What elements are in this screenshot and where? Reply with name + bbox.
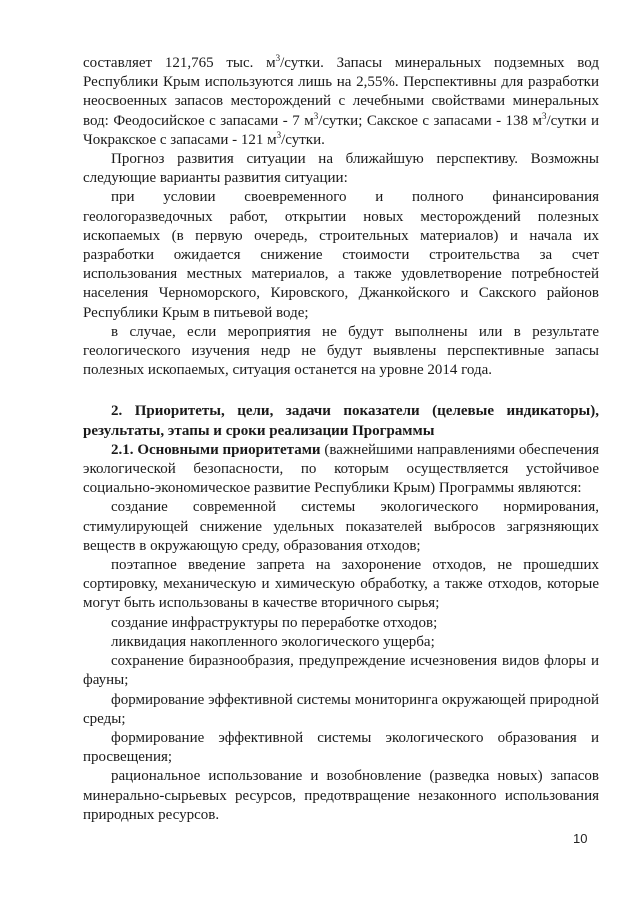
scenario-paragraph-1: при условии своевременного и полного финансирования геологоразведочных работ, открытии новых месторождений полезных ископаемых (в первую очередь, строительных материалов) и начала их разработки ожидается снижение стоимости строительства за счет использования местных материалов, а также удовлетворение потребностей населения Черноморского, Кировского, Джанкойского и Сакского районов Республики Крым в питьевой воде; — [83, 189, 599, 321]
intro-text-5: /сутки. — [281, 131, 325, 148]
intro-text-4: /сутки и Чокракское с запасами - 121 м — [83, 112, 600, 148]
list-item: формирование эффективной системы экологического образования и просвещения; — [83, 729, 599, 766]
intro-text-1: составляет 121,765 тыс. м — [83, 55, 276, 71]
list-item: сохранение биразнообразия, предупреждение исчезновения видов флоры и фауны; — [83, 653, 599, 689]
superscript-3: 3 — [542, 110, 547, 121]
list-item: создание инфраструктуры по переработке отходов; — [111, 614, 438, 631]
list-item: создание современной системы экологического нормирования, стимулирующей снижение удельных показателей выбросов загрязняющих веществ в окружающую среду, образования отходов; — [83, 499, 599, 554]
section-heading: 2. Приоритеты, цели, задачи показатели (целевые индикаторы), результаты, этапы и сроки реализации Программы — [83, 403, 599, 439]
priorities-label: Основными приоритетами — [137, 441, 321, 458]
priorities-paragraph — [83, 441, 599, 499]
page-number: 10 — [573, 831, 588, 846]
document-page — [83, 54, 599, 825]
list-item: поэтапное введение запрета на захоронение отходов, не прошедших сортировку, механическую и химическую обработку, а также отходов, которые могут быть использованы в качестве вторичного сырья; — [83, 557, 599, 612]
intro-paragraph — [83, 54, 599, 150]
list-item: рациональное использование и возобновление (разведка новых) запасов минерально-сырьевых ресурсов, предотвращение незаконного использования природных ресурсов. — [83, 768, 599, 823]
priorities-text: (важнейшими направлениями обеспечения экологической безопасности, по которым осуществляется устойчивое социально-экономическое развитие Республики Крым) Программы являются: — [83, 441, 600, 497]
superscript-3: 3 — [276, 129, 282, 140]
intro-text-3: /сутки; Сакское с запасами - 138 м — [318, 112, 543, 129]
superscript-3: 3 — [275, 53, 281, 63]
intro-text-2: /сутки. Запасы минеральных подземных вод Республики Крым используются лишь на 2,55%. Перспективны для разработки неосвоенных запасов месторождений с лечебными свойствами минеральных вод: Феодосийское с запасами - 7 м — [83, 55, 599, 129]
forecast-paragraph: Прогноз развития ситуации на ближайшую перспективу. Возможны следующие варианты развития ситуации: — [83, 151, 599, 187]
list-item: формирование эффективной системы мониторинга окружающей природной среды; — [83, 691, 599, 727]
priorities-number: 2.1. — [111, 441, 134, 458]
scenario-paragraph-2: в случае, если мероприятия не будут выполнены или в результате геологического изучения недр не будут выявлены перспективные запасы полезных ископаемых, ситуация останется на уровне 2014 года. — [83, 323, 599, 379]
superscript-3: 3 — [313, 110, 319, 121]
list-item: ликвидация накопленного экологического ущерба; — [111, 633, 435, 650]
